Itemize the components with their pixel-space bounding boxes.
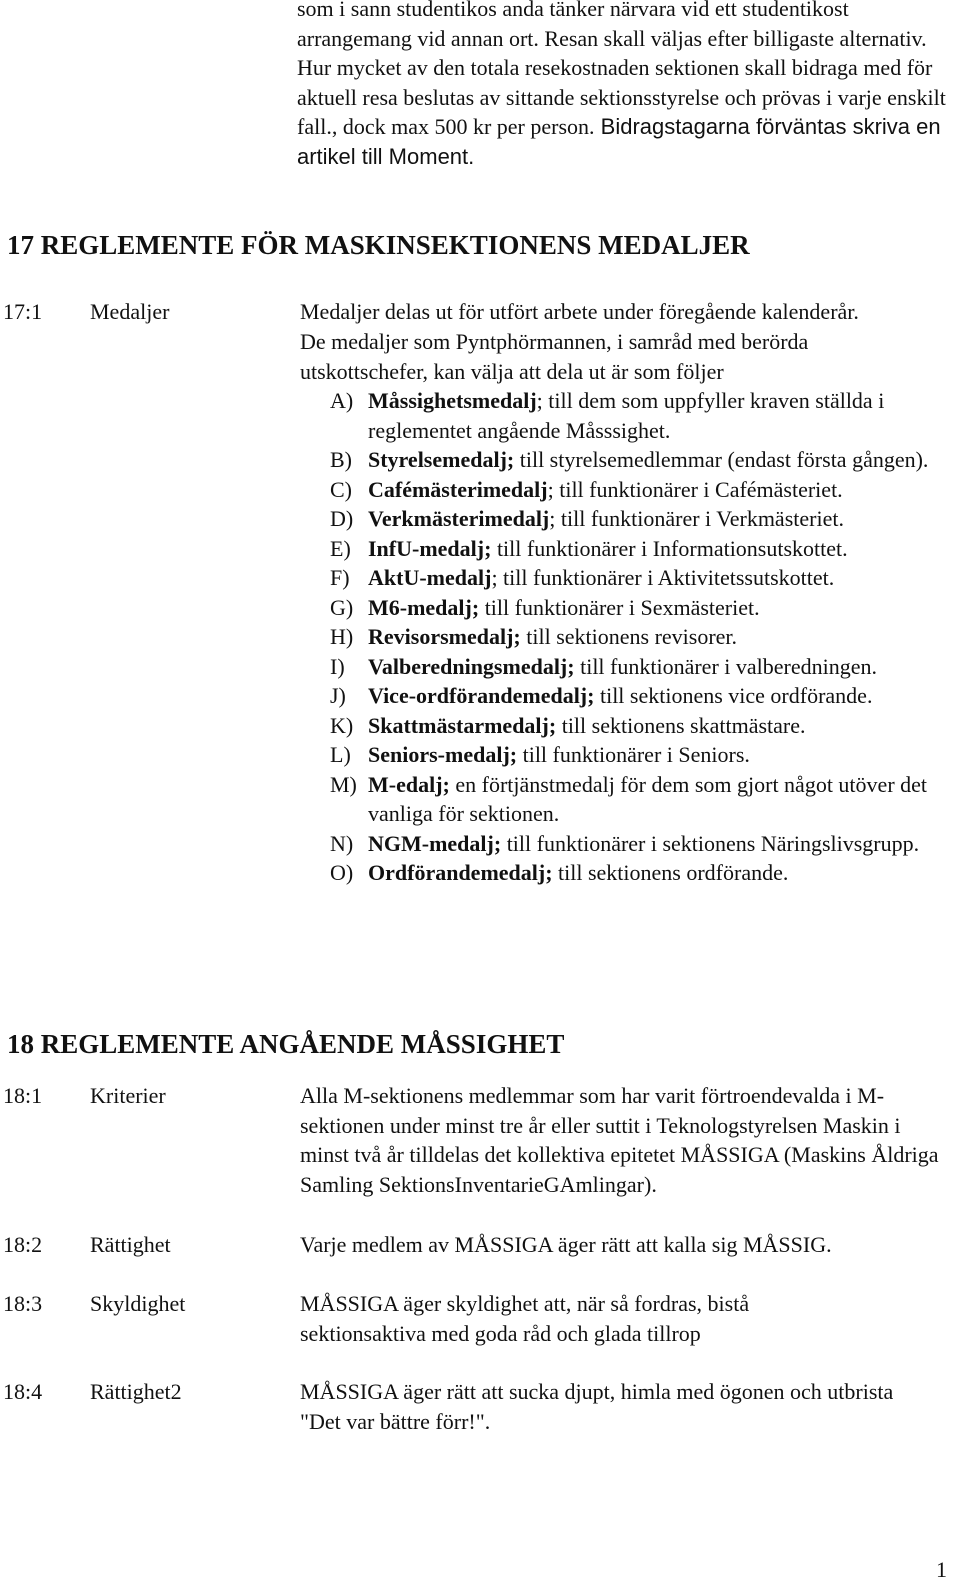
medal-letter: H) bbox=[330, 624, 354, 649]
medal-list-item bbox=[330, 829, 960, 859]
section-18-2-label: Rättighet bbox=[90, 1232, 171, 1257]
section-18-1-label: Kriterier bbox=[90, 1083, 166, 1108]
medal-description: till styrelsemedlemmar (endast första gången). bbox=[514, 447, 929, 472]
medal-letter: O) bbox=[330, 860, 354, 885]
section-18-3-number: 18:3 bbox=[3, 1291, 43, 1316]
intro-text-sans: Bidragstagarna förväntas skriva en artikel till Moment. bbox=[297, 114, 941, 169]
medal-list-item bbox=[330, 445, 960, 475]
medal-list-item bbox=[330, 740, 960, 770]
medal-letter: D) bbox=[330, 506, 354, 531]
medal-description: till funktionärer i Informationsutskottet. bbox=[491, 535, 848, 561]
medal-description: till funktionärer i valberedningen. bbox=[574, 653, 877, 679]
medal-list-item bbox=[330, 681, 960, 711]
section-17-heading: 17 REGLEMENTE FÖR MASKINSEKTIONENS MEDALJER bbox=[7, 230, 750, 260]
section-17-1-line2: De medaljer som Pyntphörmannen, i samråd med berörda utskottschefer, kan välja att dela ut är som följer bbox=[300, 329, 809, 384]
section-18-4-text: MÅSSIGA äger rätt att sucka djupt, himla med ögonen och utbrista "Det var bättre förr!". bbox=[300, 1379, 894, 1434]
section-18-4-number: 18:4 bbox=[3, 1379, 43, 1404]
medal-description: ; till funktionärer i Verkmästeriet. bbox=[549, 506, 844, 531]
medal-description: ; till funktionärer i Cafémästeriet. bbox=[547, 476, 843, 502]
intro-paragraph bbox=[297, 0, 947, 171]
intro-text: som i sann studentikos anda tänker närvara vid ett studentikost arrangemang vid annan ort. Resan skall väljas efter billigaste alternativ. Hur mycket av den totala resekostnaden sektionen skall bidraga med för aktuell resa beslutas av sittande sektionsstyrelse och prövas i varje enskilt fall., dock max 500 kr per person. bbox=[297, 0, 946, 139]
medal-letter: L) bbox=[330, 742, 351, 767]
medal-list-item bbox=[330, 386, 960, 445]
medal-name: Måssighetsmedalj bbox=[368, 388, 537, 413]
section-18-4-label: Rättighet2 bbox=[90, 1379, 182, 1404]
section-18-2-text: Varje medlem av MÅSSIGA äger rätt att kalla sig MÅSSIG. bbox=[300, 1232, 832, 1257]
medal-list-item bbox=[330, 534, 960, 564]
medal-letter: C) bbox=[330, 476, 352, 502]
section-18-3-label: Skyldighet bbox=[90, 1291, 186, 1316]
page-number: 1 bbox=[936, 1557, 947, 1582]
medal-letter: N) bbox=[330, 830, 354, 856]
medal-description: till sektionens ordförande. bbox=[552, 860, 789, 885]
medal-list-item bbox=[330, 504, 960, 534]
medal-letter: A) bbox=[330, 388, 354, 413]
medal-list-item bbox=[330, 711, 960, 741]
medal-letter: M) bbox=[330, 771, 357, 797]
section-18-1-text: Alla M-sektionens medlemmar som har varit förtroendevalda i M-sektionen under minst tre år eller suttit i Teknologstyrelsen Maskin i minst två år tilldelas det kollektiva epitetet MÅSSIGA (Maskins Åldriga Samling SektionsInventarieGAmlingar). bbox=[300, 1083, 939, 1197]
medal-list-item bbox=[330, 652, 960, 682]
section-18-2-number: 18:2 bbox=[3, 1232, 43, 1257]
medal-description: till funktionärer i Seniors. bbox=[517, 742, 750, 767]
medal-letter: I) bbox=[330, 653, 345, 679]
medal-name: Revisorsmedalj; bbox=[368, 624, 521, 649]
medal-description: till sektionens revisorer. bbox=[520, 624, 738, 649]
medal-name: Valberedningsmedalj; bbox=[368, 653, 575, 679]
medal-letter: E) bbox=[330, 535, 351, 561]
medal-description: ; till funktionärer i Aktivitetssutskottet. bbox=[491, 565, 835, 590]
medal-letter: F) bbox=[330, 565, 350, 590]
section-17-1-label: Medaljer bbox=[90, 299, 170, 324]
medal-letter: J) bbox=[330, 683, 346, 708]
medal-description: en förtjänstmedalj för dem som gjort något utöver det vanliga för sektionen. bbox=[368, 771, 928, 826]
medal-letter: K) bbox=[330, 712, 354, 738]
medal-name: M-edalj; bbox=[368, 771, 450, 797]
medal-name: Verkmästerimedalj bbox=[368, 506, 550, 531]
medal-name: Ordförandemedalj; bbox=[368, 860, 553, 885]
medal-name: M6-medalj; bbox=[368, 594, 480, 620]
section-18-1-number: 18:1 bbox=[3, 1083, 43, 1108]
medal-list-item bbox=[330, 475, 960, 505]
medal-list-item bbox=[330, 593, 960, 623]
medal-description: till funktionärer i Sexmästeriet. bbox=[479, 594, 760, 620]
medal-name: Vice-ordförandemedalj; bbox=[368, 683, 595, 708]
medal-list bbox=[330, 386, 960, 888]
section-18-heading: 18 REGLEMENTE ANGÅENDE MÅSSIGHET bbox=[7, 1029, 565, 1059]
section-17-1-number: 17:1 bbox=[3, 299, 43, 324]
medal-description: ; till dem som uppfyller kraven ställda i reglementet angående Måsssighet. bbox=[368, 388, 885, 443]
medal-list-item bbox=[330, 858, 960, 888]
medal-name: Cafémästerimedalj bbox=[368, 476, 548, 502]
medal-name: AktU-medalj bbox=[368, 565, 492, 590]
medal-list-item bbox=[330, 563, 960, 593]
medal-name: NGM-medalj; bbox=[368, 830, 502, 856]
medal-name: InfU-medalj; bbox=[368, 535, 492, 561]
medal-list-item bbox=[330, 770, 960, 829]
medal-description: till sektionens vice ordförande. bbox=[594, 683, 873, 708]
section-17-1-line1: Medaljer delas ut för utfört arbete under föregående kalenderår. bbox=[300, 299, 859, 324]
medal-list-item bbox=[330, 622, 960, 652]
section-18-3-text: MÅSSIGA äger skyldighet att, när så fordras, bistå sektionsaktiva med goda råd och glada tillrop bbox=[300, 1291, 750, 1346]
medal-name: Seniors-medalj; bbox=[368, 742, 518, 767]
medal-name: Styrelsemedalj; bbox=[368, 447, 515, 472]
medal-description: till funktionärer i sektionens Näringslivsgrupp. bbox=[501, 830, 920, 856]
medal-name: Skattmästarmedalj; bbox=[368, 712, 557, 738]
medal-letter: B) bbox=[330, 447, 352, 472]
medal-description: till sektionens skattmästare. bbox=[556, 712, 806, 738]
medal-letter: G) bbox=[330, 594, 354, 620]
